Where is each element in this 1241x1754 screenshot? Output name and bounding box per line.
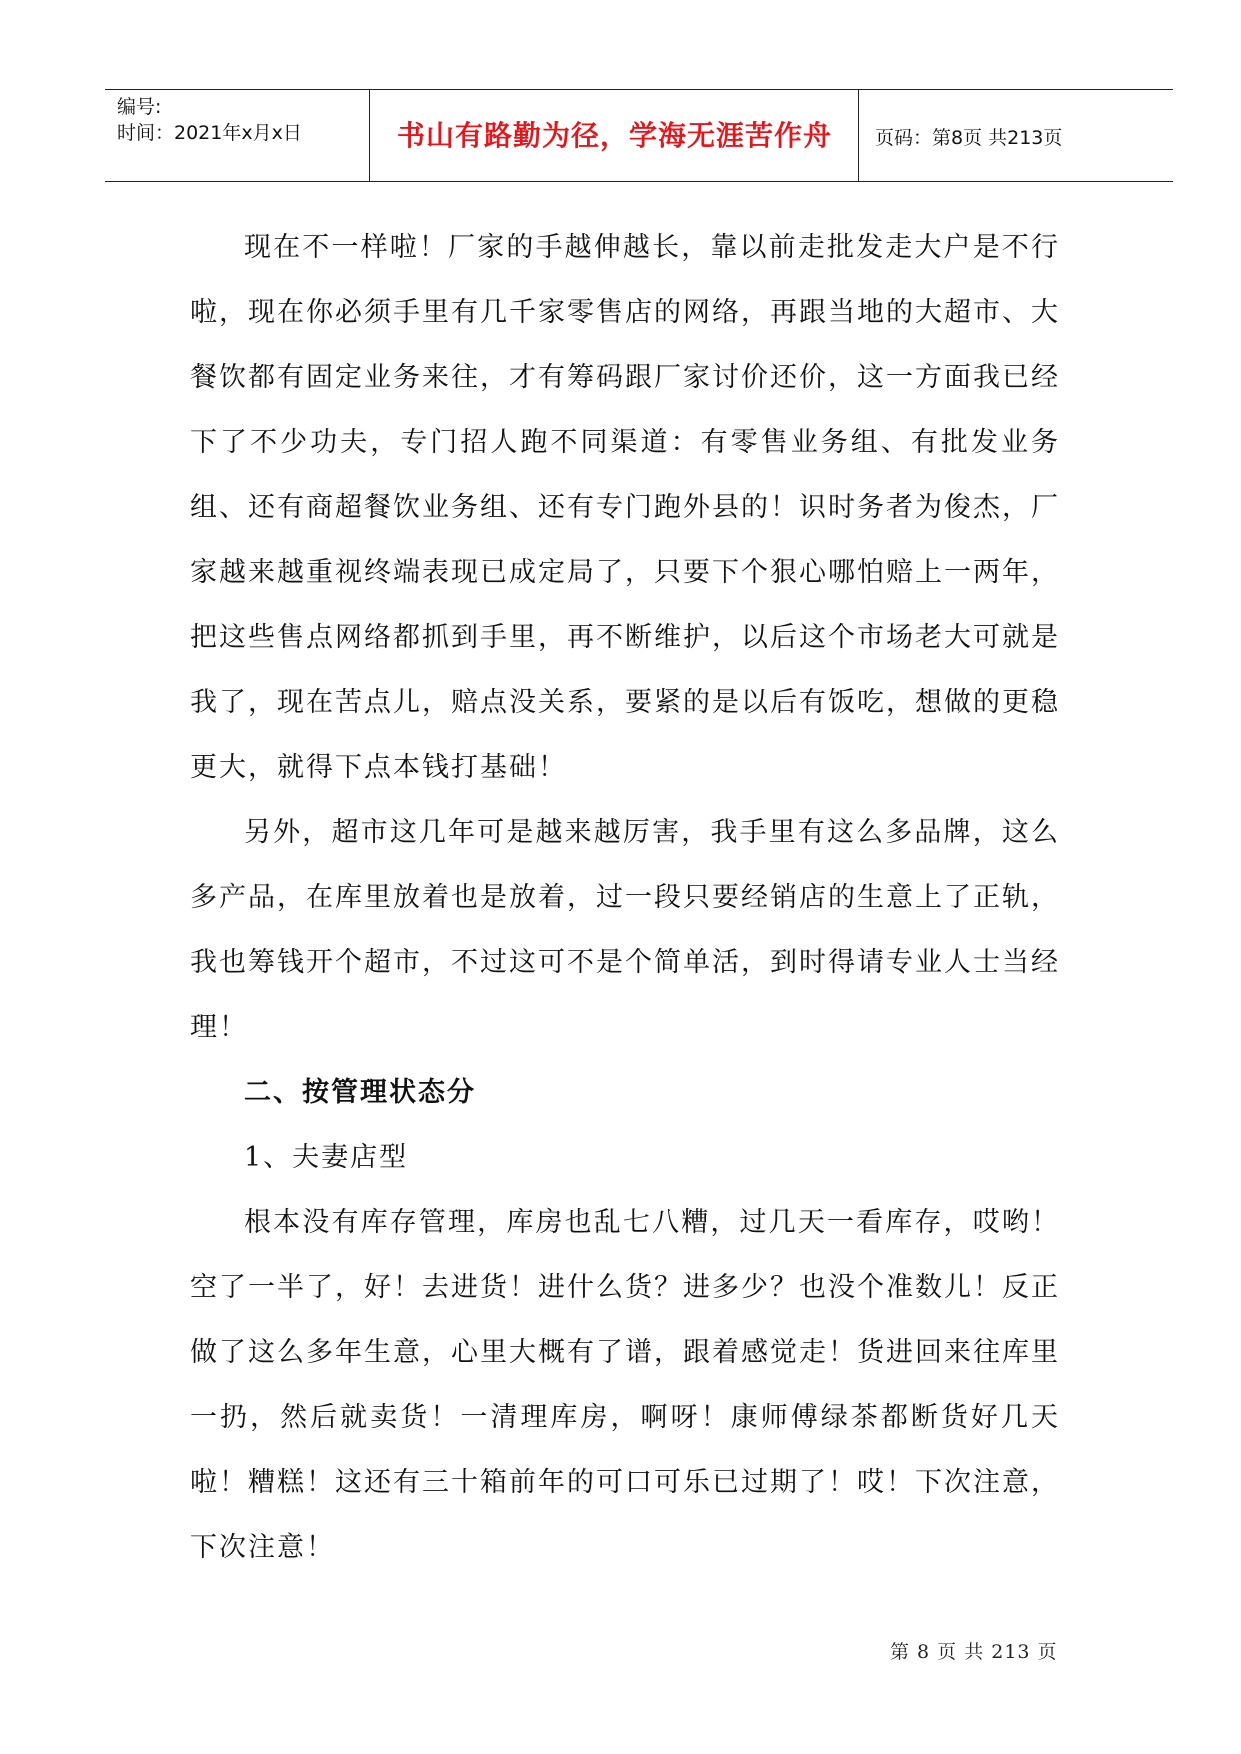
body-paragraph: 另外，超市这几年可是越来越厉害，我手里有这么多品牌，这么多产品，在库里放着也是放着，过一段只要经销店的生意上了正轨，我也筹钱开个超市，不过这可不是个简单活，到时得请专业人士当经理！ <box>190 817 1060 1043</box>
page-header <box>105 89 1173 182</box>
document-body <box>190 215 1060 1580</box>
body-paragraph: 根本没有库存管理，库房也乱七八糟，过几天一看库存，哎哟！空了一半了，好！去进货！进什么货？进多少？也没个准数儿！反正做了这么多年生意，心里大概有了谱，跟着感觉走！货进回来往库里一扔，然后就卖货！一清理库房，啊呀！康师傅绿茶都断货好几天啦！糟糕！这还有三十箱前年的可口可乐已过期了！哎！下次注意，下次注意！ <box>190 1207 1060 1563</box>
header-page-number: 页码：第8页 共213页 <box>875 127 1063 149</box>
document-time-label: 时间：2021年x月x日 <box>117 122 302 144</box>
header-divider-left <box>369 90 370 181</box>
page-footer: 第 8 页 共 213 页 <box>890 1641 1058 1663</box>
header-motto: 书山有路勤为径，学海无涯苦作舟 <box>396 119 832 152</box>
body-paragraph: 现在不一样啦！厂家的手越伸越长，靠以前走批发走大户是不行啦，现在你必须手里有几千家零售店的网络，再跟当地的大超市、大餐饮都有固定业务来往，才有筹码跟厂家讨价还价，这一方面我已经下了不少功夫，专门招人跑不同渠道：有零售业务组、有批发业务组、还有商超餐饮业务组、还有专门跑外县的！识时务者为俊杰，厂家越来越重视终端表现已成定局了，只要下个狠心哪怕赔上一两年，把这些售点网络都抓到手里，再不断维护，以后这个市场老大可就是我了，现在苦点儿，赔点没关系，要紧的是以后有饭吃，想做的更稳更大，就得下点本钱打基础！ <box>190 232 1060 783</box>
document-number-label: 编号: <box>117 96 162 118</box>
header-divider-right <box>858 90 859 181</box>
section-heading: 二、按管理状态分 <box>244 1077 476 1108</box>
subsection-heading: 1、夫妻店型 <box>244 1142 409 1173</box>
